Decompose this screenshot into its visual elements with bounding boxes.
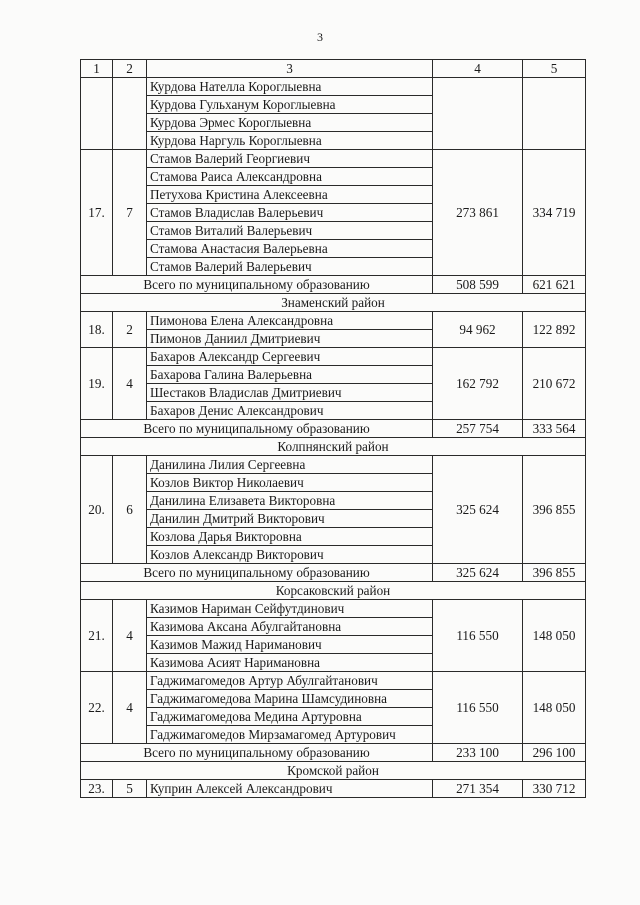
- col5-value: 148 050: [523, 672, 586, 744]
- person-name: Данилин Дмитрий Викторович: [147, 510, 433, 528]
- person-name: Гаджимагомедов Мирзамагомед Артурович: [147, 726, 433, 744]
- person-name: Курдова Нателла Короглыевна: [147, 78, 433, 96]
- person-name: Стамов Валерий Валерьевич: [147, 258, 433, 276]
- family-number: 22.: [81, 672, 113, 744]
- header-col-3: 3: [147, 60, 433, 78]
- person-name: Стамова Анастасия Валерьевна: [147, 240, 433, 258]
- person-name: Бахаров Денис Александрович: [147, 402, 433, 420]
- family-size: 5: [113, 780, 147, 798]
- table-row: [81, 456, 586, 474]
- family-size: 4: [113, 348, 147, 420]
- total-row: [81, 744, 586, 762]
- person-name: Данилина Елизавета Викторовна: [147, 492, 433, 510]
- table-row: [81, 672, 586, 690]
- col4-value: 94 962: [433, 312, 523, 348]
- col5-value: 210 672: [523, 348, 586, 420]
- total-col4: 233 100: [433, 744, 523, 762]
- total-col5: 396 855: [523, 564, 586, 582]
- person-name: Гаджимагомедова Марина Шамсудиновна: [147, 690, 433, 708]
- person-name: Бахарова Галина Валерьевна: [147, 366, 433, 384]
- person-name: Стамов Валерий Георгиевич: [147, 150, 433, 168]
- total-col5: 621 621: [523, 276, 586, 294]
- family-size: 2: [113, 312, 147, 348]
- total-row: [81, 564, 586, 582]
- col4-value: 162 792: [433, 348, 523, 420]
- person-name: Пимонова Елена Александровна: [147, 312, 433, 330]
- person-name: Шестаков Владислав Дмитриевич: [147, 384, 433, 402]
- recipients-table: [80, 59, 586, 798]
- header-col-1: 1: [81, 60, 113, 78]
- header-col-4: 4: [433, 60, 523, 78]
- family-number: 20.: [81, 456, 113, 564]
- total-label: Всего по муниципальному образованию: [81, 744, 433, 762]
- total-col5: 296 100: [523, 744, 586, 762]
- col5-value: 330 712: [523, 780, 586, 798]
- district-heading: Корсаковский район: [81, 582, 586, 600]
- family-number: 19.: [81, 348, 113, 420]
- page-number: 3: [317, 30, 323, 44]
- person-name: Курдова Наргуль Короглыевна: [147, 132, 433, 150]
- district-heading: Кромской район: [81, 762, 586, 780]
- person-name: Данилина Лилия Сергеевна: [147, 456, 433, 474]
- person-name: Казимов Нариман Сейфутдинович: [147, 600, 433, 618]
- family-size: 6: [113, 456, 147, 564]
- person-name: Козлов Александр Викторович: [147, 546, 433, 564]
- header-col-5: 5: [523, 60, 586, 78]
- table-row: [81, 348, 586, 366]
- family-number: 23.: [81, 780, 113, 798]
- count-cell-empty: [113, 78, 147, 150]
- family-number: 17.: [81, 150, 113, 276]
- person-name: Стамов Владислав Валерьевич: [147, 204, 433, 222]
- person-name: Козлова Дарья Викторовна: [147, 528, 433, 546]
- total-col4: 257 754: [433, 420, 523, 438]
- person-name: Пимонов Даниил Дмитриевич: [147, 330, 433, 348]
- col5-value: 396 855: [523, 456, 586, 564]
- total-col5: 333 564: [523, 420, 586, 438]
- total-col4: 508 599: [433, 276, 523, 294]
- family-number: 18.: [81, 312, 113, 348]
- col4-value: 273 861: [433, 150, 523, 276]
- table-row: [81, 600, 586, 618]
- person-name: Казимова Асият Наримановна: [147, 654, 433, 672]
- col5-value: 334 719: [523, 150, 586, 276]
- person-name: Гаджимагомедова Медина Артуровна: [147, 708, 433, 726]
- table-row: [81, 312, 586, 330]
- table-row: [81, 78, 586, 96]
- person-name: Бахаров Александр Сергеевич: [147, 348, 433, 366]
- table-header-row: [81, 60, 586, 78]
- table-row: [81, 150, 586, 168]
- district-row: [81, 438, 586, 456]
- district-heading: Колпнянский район: [81, 438, 586, 456]
- total-col4: 325 624: [433, 564, 523, 582]
- col4-value: 116 550: [433, 600, 523, 672]
- district-row: [81, 294, 586, 312]
- person-name: Стамова Раиса Александровна: [147, 168, 433, 186]
- col5-value: 148 050: [523, 600, 586, 672]
- total-label: Всего по муниципальному образованию: [81, 564, 433, 582]
- person-name: Петухова Кристина Алексеевна: [147, 186, 433, 204]
- total-row: [81, 420, 586, 438]
- person-name: Стамов Виталий Валерьевич: [147, 222, 433, 240]
- district-row: [81, 582, 586, 600]
- person-name: Казимов Мажид Нариманович: [147, 636, 433, 654]
- family-size: 7: [113, 150, 147, 276]
- col5-value: 122 892: [523, 312, 586, 348]
- person-name: Казимова Аксана Абулгайтановна: [147, 618, 433, 636]
- total-row: [81, 276, 586, 294]
- district-row: [81, 762, 586, 780]
- person-name: Козлов Виктор Николаевич: [147, 474, 433, 492]
- num-cell-empty: [81, 78, 113, 150]
- col4-value: 325 624: [433, 456, 523, 564]
- family-size: 4: [113, 672, 147, 744]
- header-col-2: 2: [113, 60, 147, 78]
- person-name: Гаджимагомедов Артур Абулгайтанович: [147, 672, 433, 690]
- col4-value: 271 354: [433, 780, 523, 798]
- col4-cell-empty: [433, 78, 523, 150]
- col4-value: 116 550: [433, 672, 523, 744]
- person-name: Курдова Гульханум Короглыевна: [147, 96, 433, 114]
- person-name: Куприн Алексей Александрович: [147, 780, 433, 798]
- total-label: Всего по муниципальному образованию: [81, 276, 433, 294]
- family-number: 21.: [81, 600, 113, 672]
- district-heading: Знаменский район: [81, 294, 586, 312]
- person-name: Курдова Эрмес Короглыевна: [147, 114, 433, 132]
- table-row: [81, 780, 586, 798]
- family-size: 4: [113, 600, 147, 672]
- col5-cell-empty: [523, 78, 586, 150]
- total-label: Всего по муниципальному образованию: [81, 420, 433, 438]
